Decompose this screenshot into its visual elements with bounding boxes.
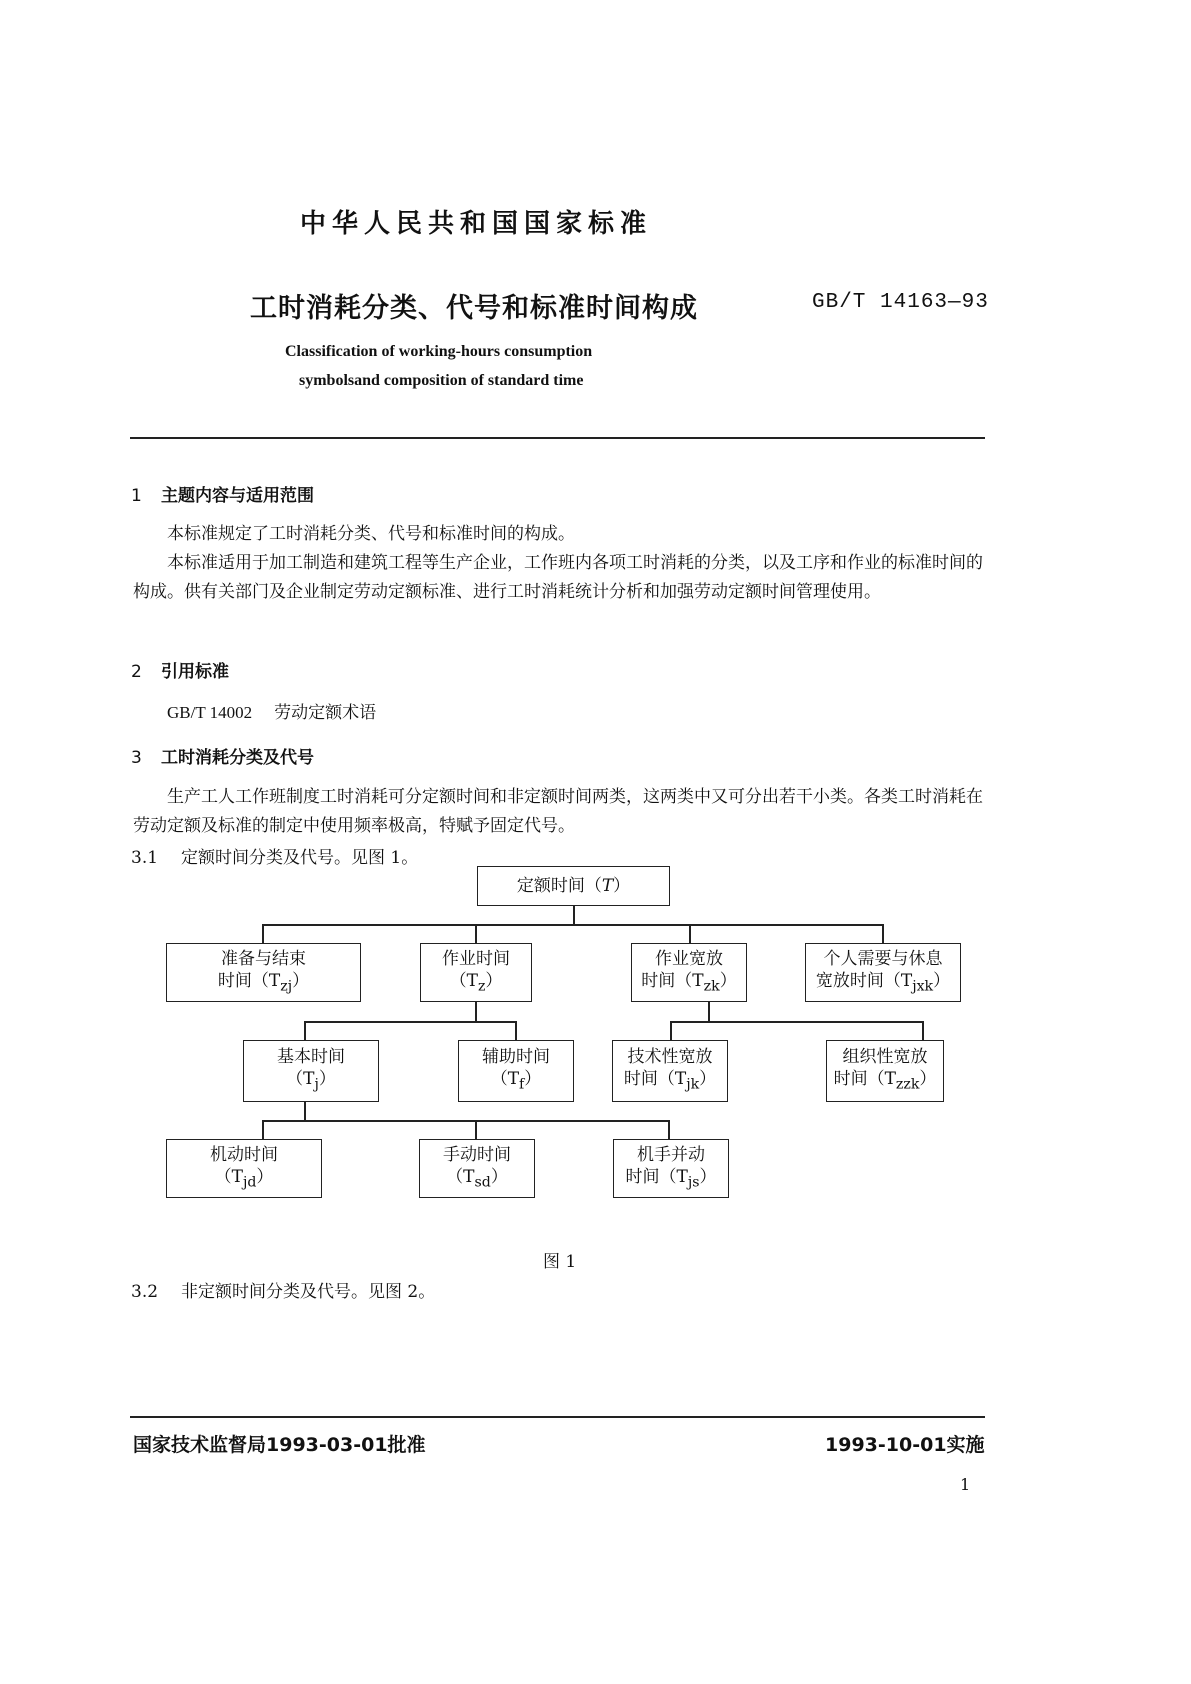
node-line1: 个人需要与休息 bbox=[823, 948, 943, 969]
node-close: ） bbox=[292, 970, 310, 991]
node-symbol: T bbox=[601, 876, 614, 896]
node-line2: 时间（T bbox=[623, 1069, 687, 1090]
node-close: ） bbox=[490, 1166, 508, 1187]
node-line1: 基本时间 bbox=[277, 1047, 345, 1068]
node-line2: （T bbox=[286, 1069, 315, 1090]
node-line1: 作业时间 bbox=[442, 948, 510, 969]
section-number: 1 bbox=[131, 486, 142, 506]
node-auxiliary-time bbox=[458, 1040, 574, 1102]
node-line1: 准备与结束 bbox=[221, 948, 306, 969]
node-subscript: f bbox=[519, 1076, 525, 1093]
node-close: ） bbox=[933, 970, 951, 991]
node-operation-time bbox=[420, 943, 532, 1002]
standard-code: GB/T 14163—93 bbox=[812, 291, 989, 314]
subsection-3-2 bbox=[131, 1277, 435, 1302]
implementation-date: 1993-10-01实施 bbox=[825, 1434, 985, 1456]
node-personal-rest-allowance-time bbox=[805, 943, 961, 1002]
node-basic-time bbox=[243, 1040, 379, 1102]
node-subscript: j bbox=[314, 1076, 319, 1093]
node-close: ） bbox=[485, 970, 503, 991]
node-technical-allowance-time bbox=[612, 1040, 728, 1102]
node-subscript: z bbox=[477, 978, 486, 995]
reference-code: GB/T 14002 bbox=[167, 703, 253, 722]
subsection-3-1 bbox=[131, 843, 418, 868]
section-2-heading bbox=[131, 657, 229, 682]
node-line1: 作业宽放 bbox=[655, 948, 723, 969]
node-line2: 时间（T bbox=[217, 970, 281, 991]
node-subscript: jxk bbox=[912, 978, 934, 995]
approval-line: 国家技术监督局1993-03-01批准 bbox=[133, 1434, 426, 1456]
page-number: 1 bbox=[960, 1475, 971, 1494]
node-subscript: zzk bbox=[895, 1076, 920, 1093]
node-line1: 组织性宽放 bbox=[842, 1047, 928, 1068]
node-subscript: jk bbox=[686, 1076, 700, 1093]
reference-entry bbox=[167, 698, 376, 723]
node-close: ） bbox=[919, 1069, 937, 1090]
node-close: ） bbox=[719, 970, 737, 991]
node-close: ） bbox=[256, 1166, 274, 1187]
node-close: ） bbox=[613, 876, 631, 896]
node-line2: （T bbox=[490, 1069, 520, 1090]
node-close: ） bbox=[524, 1069, 542, 1090]
node-operation-allowance-time bbox=[631, 943, 747, 1002]
node-line2: 时间（T bbox=[625, 1166, 688, 1187]
node-machine-time bbox=[166, 1139, 322, 1198]
section-title: 主题内容与适用范围 bbox=[161, 486, 314, 506]
english-title-line2: symbolsand composition of standard time bbox=[299, 372, 584, 389]
node-close: ） bbox=[699, 1166, 717, 1187]
header-rule bbox=[130, 437, 985, 439]
node-subscript: sd bbox=[474, 1174, 491, 1191]
section-1-para-1: 本标准规定了工时消耗分类、代号和标准时间的构成。 bbox=[167, 524, 575, 544]
node-line2: 宽放时间（T bbox=[815, 970, 913, 991]
node-subscript: zk bbox=[703, 978, 720, 995]
node-line2: 时间（T bbox=[641, 970, 704, 991]
reference-title: 劳动定额术语 bbox=[274, 703, 377, 723]
node-organizational-allowance-time bbox=[826, 1040, 944, 1102]
section-1-heading bbox=[131, 481, 314, 506]
section-title: 引用标准 bbox=[161, 662, 229, 682]
section-number: 2 bbox=[131, 662, 142, 682]
node-label: 定额时间（ bbox=[516, 876, 602, 896]
node-line1: 手动时间 bbox=[443, 1144, 511, 1165]
section-number: 3 bbox=[131, 748, 142, 768]
node-subscript: js bbox=[687, 1174, 700, 1191]
subsection-number: 3.1 bbox=[131, 848, 159, 868]
national-standard-heading: 中华人民共和国国家标准 bbox=[300, 209, 653, 239]
node-manual-time bbox=[419, 1139, 535, 1198]
node-machine-manual-time bbox=[613, 1139, 729, 1198]
node-line1: 辅助时间 bbox=[482, 1047, 550, 1068]
node-line2: （T bbox=[214, 1166, 243, 1187]
document-title: 工时消耗分类、代号和标准时间构成 bbox=[250, 293, 698, 324]
node-line1: 技术性宽放 bbox=[627, 1047, 713, 1068]
node-subscript: jd bbox=[242, 1174, 257, 1191]
node-close: ） bbox=[318, 1069, 336, 1090]
node-subscript: zj bbox=[280, 978, 293, 995]
node-line2: 时间（T bbox=[833, 1069, 896, 1090]
node-line2: （T bbox=[446, 1166, 475, 1187]
section-3-heading bbox=[131, 743, 314, 768]
node-line1: 机动时间 bbox=[210, 1144, 278, 1165]
section-title: 工时消耗分类及代号 bbox=[161, 748, 314, 768]
footer-rule bbox=[130, 1416, 985, 1418]
node-line1: 机手并动 bbox=[637, 1144, 705, 1165]
section-1-para-2: 本标准适用于加工制造和建筑工程等生产企业，工作班内各项工时消耗的分类，以及工序和作业的标准时间的构成。供有关部门及企业制定劳动定额标准、进行工时消耗统计分析和加强劳动定额时间管理使用。 bbox=[133, 553, 983, 602]
subsection-text: 定额时间分类及代号。见图 1。 bbox=[181, 848, 419, 868]
english-title-line1: Classification of working-hours consumption bbox=[285, 343, 593, 360]
figure-1-caption: 图 1 bbox=[543, 1252, 577, 1272]
subsection-number: 3.2 bbox=[131, 1282, 159, 1302]
node-standard-time bbox=[477, 866, 670, 906]
subsection-text: 非定额时间分类及代号。见图 2。 bbox=[181, 1282, 436, 1302]
node-preparation-closing-time bbox=[166, 943, 361, 1002]
node-close: ） bbox=[699, 1069, 717, 1090]
section-3-para-1: 生产工人工作班制度工时消耗可分定额时间和非定额时间两类，这两类中又可分出若干小类。各类工时消耗在劳动定额及标准的制定中使用频率极高，特赋予固定代号。 bbox=[133, 787, 983, 836]
node-line2: （T bbox=[449, 970, 478, 991]
